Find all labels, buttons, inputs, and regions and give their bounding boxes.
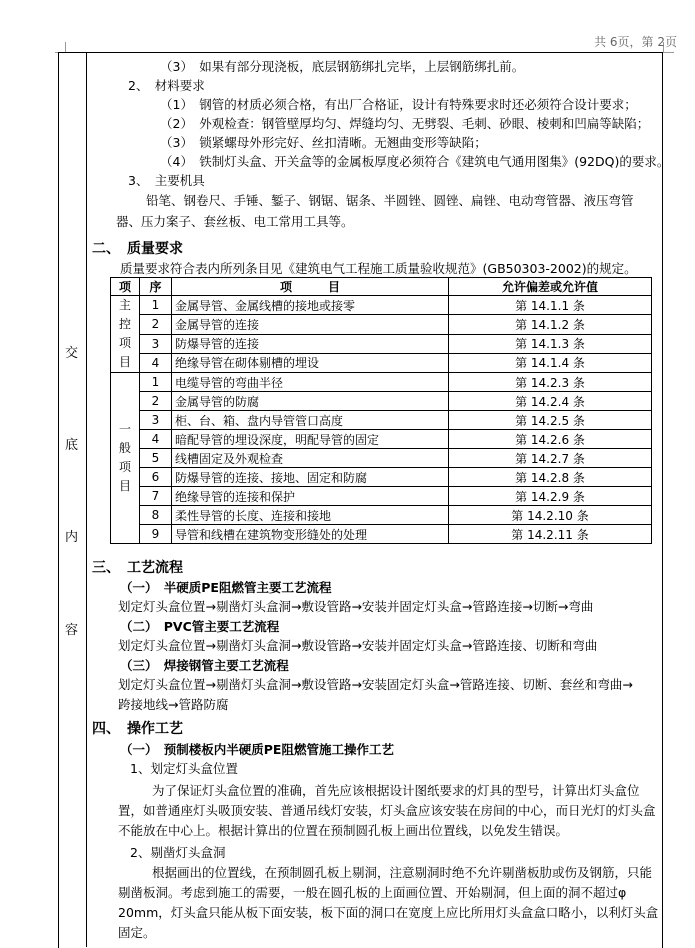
table-cell: 暗配导管的埋设深度，明配导管的固定 bbox=[172, 430, 449, 449]
table-header: 项 bbox=[111, 278, 140, 296]
subsection-heading: （二） PVC管主要工艺流程 bbox=[120, 619, 280, 634]
table-cell: 1 bbox=[140, 373, 172, 392]
table-cell: 线槽固定及外观检查 bbox=[172, 449, 449, 468]
table-cell: 第 14.2.5 条 bbox=[449, 411, 652, 430]
table-cell: 第 14.2.3 条 bbox=[449, 373, 652, 392]
table-row bbox=[111, 449, 652, 468]
side-label-column bbox=[58, 52, 87, 947]
table-cell: 柔性导管的长度、连接和接地 bbox=[172, 506, 449, 525]
text-line: 3、 主要机具 bbox=[128, 173, 205, 188]
table-cell: 1 bbox=[140, 296, 172, 315]
table-cell: 9 bbox=[140, 525, 172, 544]
side-label: 底 bbox=[65, 438, 79, 453]
table-cell: 2 bbox=[140, 315, 172, 334]
table-row bbox=[111, 315, 652, 334]
table-cell: 第 14.2.9 条 bbox=[449, 487, 652, 506]
text-line: （3） 如果有部分现浇板，底层钢筋绑扎完毕，上层钢筋绑扎前。 bbox=[160, 59, 525, 74]
section-heading: 四、 操作工艺 bbox=[92, 721, 183, 737]
section-heading: 三、 工艺流程 bbox=[92, 560, 183, 576]
table-row bbox=[111, 373, 652, 392]
text-line: 根据画出的位置线，在预制圆孔板上剔洞，注意剔洞时绝不允许剔凿板肋或伤及钢筋，只能 bbox=[152, 865, 653, 880]
table-cell: 5 bbox=[140, 449, 172, 468]
page-indicator: 共 6页，第 2页 bbox=[594, 35, 677, 49]
table-header-row bbox=[111, 278, 652, 296]
table-row bbox=[111, 392, 652, 411]
table-cell: 金属导管、金属线槽的接地或接零 bbox=[172, 296, 449, 315]
text-line: 器、压力案子、套丝板、电工常用工具等。 bbox=[116, 214, 354, 229]
text-line: 为了保证灯头盒位置的准确，首先应该根据设计图纸要求的灯具的型号，计算出灯头盒位 bbox=[152, 783, 640, 798]
table-cell: 2 bbox=[140, 392, 172, 411]
table-row bbox=[111, 334, 652, 353]
table-cell: 6 bbox=[140, 468, 172, 487]
side-label: 容 bbox=[65, 623, 79, 638]
text-line: （3） 锁紧螺母外形完好、丝扣清晰。无翘曲变形等缺陷； bbox=[160, 135, 487, 150]
table-cell: 第 14.2.6 条 bbox=[449, 430, 652, 449]
table-row bbox=[111, 525, 652, 544]
text-line: 质量要求符合表内所列条目见《建筑电气工程施工质量验收规范》(GB50303-2002)的规定。 bbox=[120, 261, 637, 276]
table-header: 序 bbox=[140, 278, 172, 296]
text-line: 划定灯头盒位置→剔凿灯头盒洞→敷设管路→安装并固定灯头盒→管路连接→切断→弯曲 bbox=[118, 599, 594, 614]
text-line: 1、划定灯头盒位置 bbox=[130, 761, 238, 776]
text-line: 不能放在中心上。根据计算出的位置在预制圆孔板上画出位置线，以免发生错误。 bbox=[118, 823, 569, 838]
text-line: 固定。 bbox=[118, 925, 156, 940]
text-line: 划定灯头盒位置→剔凿灯头盒洞→敷设管路→安装固定灯头盒→管路连接、切断、套丝和弯曲→ bbox=[118, 677, 633, 692]
subsection-heading: （一） 预制楼板内半硬质PE阻燃管施工操作工艺 bbox=[120, 742, 394, 757]
table-cell: 第 14.1.4 条 bbox=[449, 353, 652, 372]
section-heading: 二、 质量要求 bbox=[92, 241, 183, 257]
table-cell: 3 bbox=[140, 411, 172, 430]
text-line: （1） 钢管的材质必须合格，有出厂合格证，设计有特殊要求时还必须符合设计要求； bbox=[160, 97, 637, 112]
table-cell: 第 14.2.4 条 bbox=[449, 392, 652, 411]
text-line: （2） 外观检查：钢管壁厚均匀、焊缝均匀、无劈裂、毛刺、砂眼、棱刺和凹扁等缺陷； bbox=[160, 116, 650, 131]
table-cell: 第 14.2.10 条 bbox=[449, 506, 652, 525]
table-cell: 柜、台、箱、盘内导管管口高度 bbox=[172, 411, 449, 430]
table-cell: 防爆导管的连接 bbox=[172, 334, 449, 353]
text-line: 铅笔、钢卷尺、手锤、錾子、钢锯、锯条、半圆锉、圆锉、扁锉、电动弯管器、液压弯管 bbox=[146, 193, 634, 208]
text-line: 置，如普通座灯头吸顶安装、普通吊线灯安装，灯头盒应该安装在房间的中心，而日光灯的灯头盒 bbox=[118, 803, 656, 818]
table-cell: 导管和线槽在建筑物变形缝处的处理 bbox=[172, 525, 449, 544]
table-cell: 第 14.2.7 条 bbox=[449, 449, 652, 468]
text-line: 20mm，灯头盒只能从板下面安装，板下面的洞口在宽度上应比所用灯头盒盒口略小，以利灯头盒 bbox=[118, 905, 659, 920]
text-line: 2、 材料要求 bbox=[128, 78, 205, 93]
table-header: 允许偏差或允许值 bbox=[449, 278, 652, 296]
table-cell: 防爆导管的连接、接地、固定和防腐 bbox=[172, 468, 449, 487]
group-label: 一般项目 bbox=[111, 373, 140, 544]
table-cell: 3 bbox=[140, 334, 172, 353]
table-cell: 4 bbox=[140, 353, 172, 372]
quality-table bbox=[110, 277, 652, 544]
table-cell: 绝缘导管在砌体剔槽的埋设 bbox=[172, 353, 449, 372]
table-row bbox=[111, 487, 652, 506]
table-cell: 第 14.1.1 条 bbox=[449, 296, 652, 315]
table-row bbox=[111, 353, 652, 372]
table-row bbox=[111, 296, 652, 315]
table-cell: 金属导管的连接 bbox=[172, 315, 449, 334]
group-label: 主控项目 bbox=[111, 296, 140, 373]
subsection-heading: （三） 焊接钢管主要工艺流程 bbox=[120, 658, 289, 673]
table-cell: 第 14.1.2 条 bbox=[449, 315, 652, 334]
table-row bbox=[111, 430, 652, 449]
table-cell: 绝缘导管的连接和保护 bbox=[172, 487, 449, 506]
table-cell: 8 bbox=[140, 506, 172, 525]
side-label: 内 bbox=[65, 530, 79, 545]
text-line: 2、剔凿灯头盒洞 bbox=[130, 845, 226, 860]
table-row bbox=[111, 506, 652, 525]
text-line: 剔凿板洞。考虑到施工的需要，一般在圆孔板的上面画位置、开始剔洞，但上面的洞不超过φ bbox=[118, 885, 627, 900]
table-cell: 第 14.2.11 条 bbox=[449, 525, 652, 544]
table-header: 项 目 bbox=[172, 278, 449, 296]
subsection-heading: （一） 半硬质PE阻燃管主要工艺流程 bbox=[120, 580, 332, 595]
table-cell: 金属导管的防腐 bbox=[172, 392, 449, 411]
text-line: 划定灯头盒位置→剔凿灯头盒洞→敷设管路→安装并固定灯头盒→管路连接、切断和弯曲 bbox=[118, 638, 598, 653]
text-line: 跨接地线→管路防腐 bbox=[118, 697, 229, 712]
text-line: （4） 铁制灯头盒、开关盒等的金属板厚度必须符合《建筑电气通用图集》(92DQ)的要求。 bbox=[160, 154, 670, 169]
table-cell: 7 bbox=[140, 487, 172, 506]
table-cell: 4 bbox=[140, 430, 172, 449]
table-row bbox=[111, 468, 652, 487]
table-cell: 第 14.2.8 条 bbox=[449, 468, 652, 487]
table-cell: 电缆导管的弯曲半径 bbox=[172, 373, 449, 392]
side-label: 交 bbox=[65, 346, 79, 361]
table-cell: 第 14.1.3 条 bbox=[449, 334, 652, 353]
table-row bbox=[111, 411, 652, 430]
